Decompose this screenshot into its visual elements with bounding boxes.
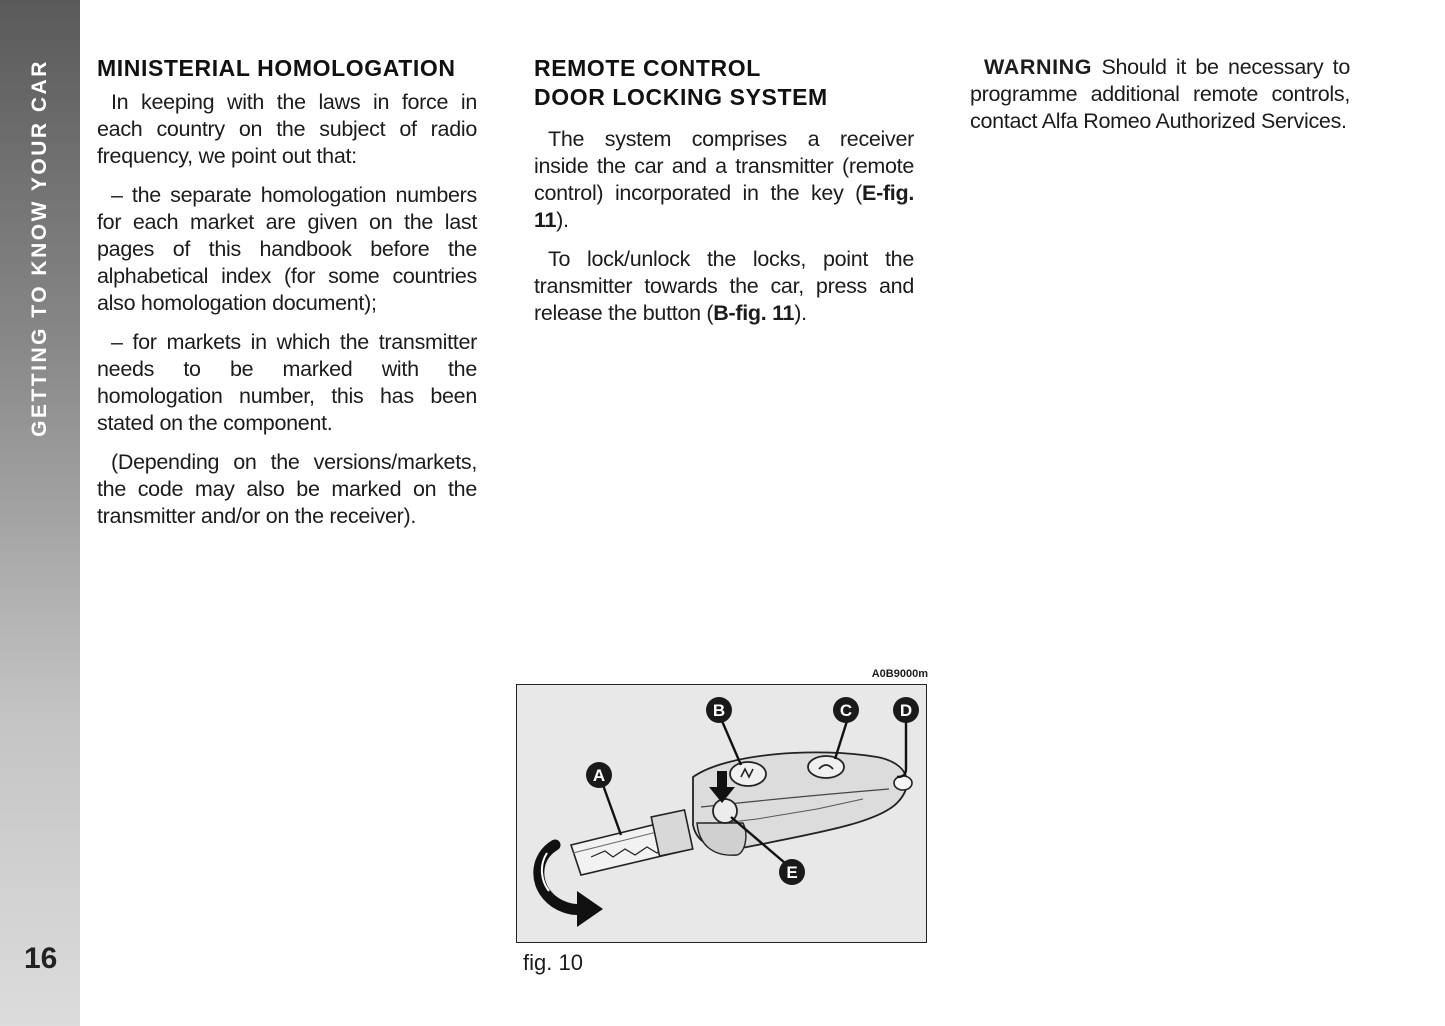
- warning-label: WARNING: [984, 55, 1093, 79]
- paragraph: (Depending on the versions/markets, the code may also be marked on the transmitter and/or on the receiver).: [97, 450, 477, 528]
- svg-text:B: B: [712, 701, 726, 720]
- figure-reference: B-fig. 11: [713, 301, 795, 325]
- callout-c: [833, 697, 859, 723]
- page-number: 16: [24, 942, 58, 975]
- figure-caption: fig. 10: [523, 950, 583, 975]
- paragraph-system: The system comprises a receiver inside the car and a transmitter (remote control) incorporated in the key (E-fig. 11).: [534, 127, 914, 232]
- paragraph-lock-unlock: To lock/unlock the locks, point the transmitter towards the car, press and release the button (B-fig. 11).: [534, 247, 914, 325]
- column-warning: [970, 54, 1350, 147]
- heading-line-2: DOOR LOCKING SYSTEM: [534, 84, 828, 110]
- paragraph: – for markets in which the transmitter needs to be marked with the homologation number, this has been stated on the component.: [97, 330, 477, 435]
- warning-paragraph: WARNING Should it be necessary to programme additional remote controls, contact Alfa Romeo Authorized Services.: [970, 55, 1350, 133]
- column-remote-control: [534, 54, 914, 339]
- paragraph: In keeping with the laws in force in each country on the subject of radio frequency, we point out that:: [97, 90, 477, 168]
- figure-key-illustration: [516, 684, 927, 943]
- key-body: [693, 752, 912, 855]
- heading-line-1: REMOTE CONTROL: [534, 55, 761, 81]
- heading-remote-control: [534, 54, 914, 112]
- key-illustration: [517, 685, 925, 941]
- callout-d: [893, 697, 919, 723]
- heading-ministerial-homologation: MINISTERIAL HOMOLOGATION: [97, 55, 456, 81]
- svg-text:E: E: [786, 863, 798, 882]
- svg-text:C: C: [839, 701, 853, 720]
- column-ministerial-homologation: [97, 54, 477, 542]
- callout-a: [586, 762, 612, 788]
- figure-reference: E-fig. 11: [534, 181, 914, 232]
- key-blade: [571, 810, 693, 875]
- paragraph: – the separate homologation numbers for each market are given on the last pages of this handbook before the alphabetical index (for some countries also homologation document);: [97, 183, 477, 315]
- callout-e: [779, 859, 805, 885]
- callout-b: [706, 697, 732, 723]
- figure-code: A0B9000m: [871, 668, 928, 680]
- svg-text:A: A: [592, 766, 606, 785]
- sidebar-band: [0, 0, 80, 1026]
- section-label: GETTING TO KNOW YOUR CAR: [28, 59, 51, 437]
- svg-text:D: D: [899, 701, 913, 720]
